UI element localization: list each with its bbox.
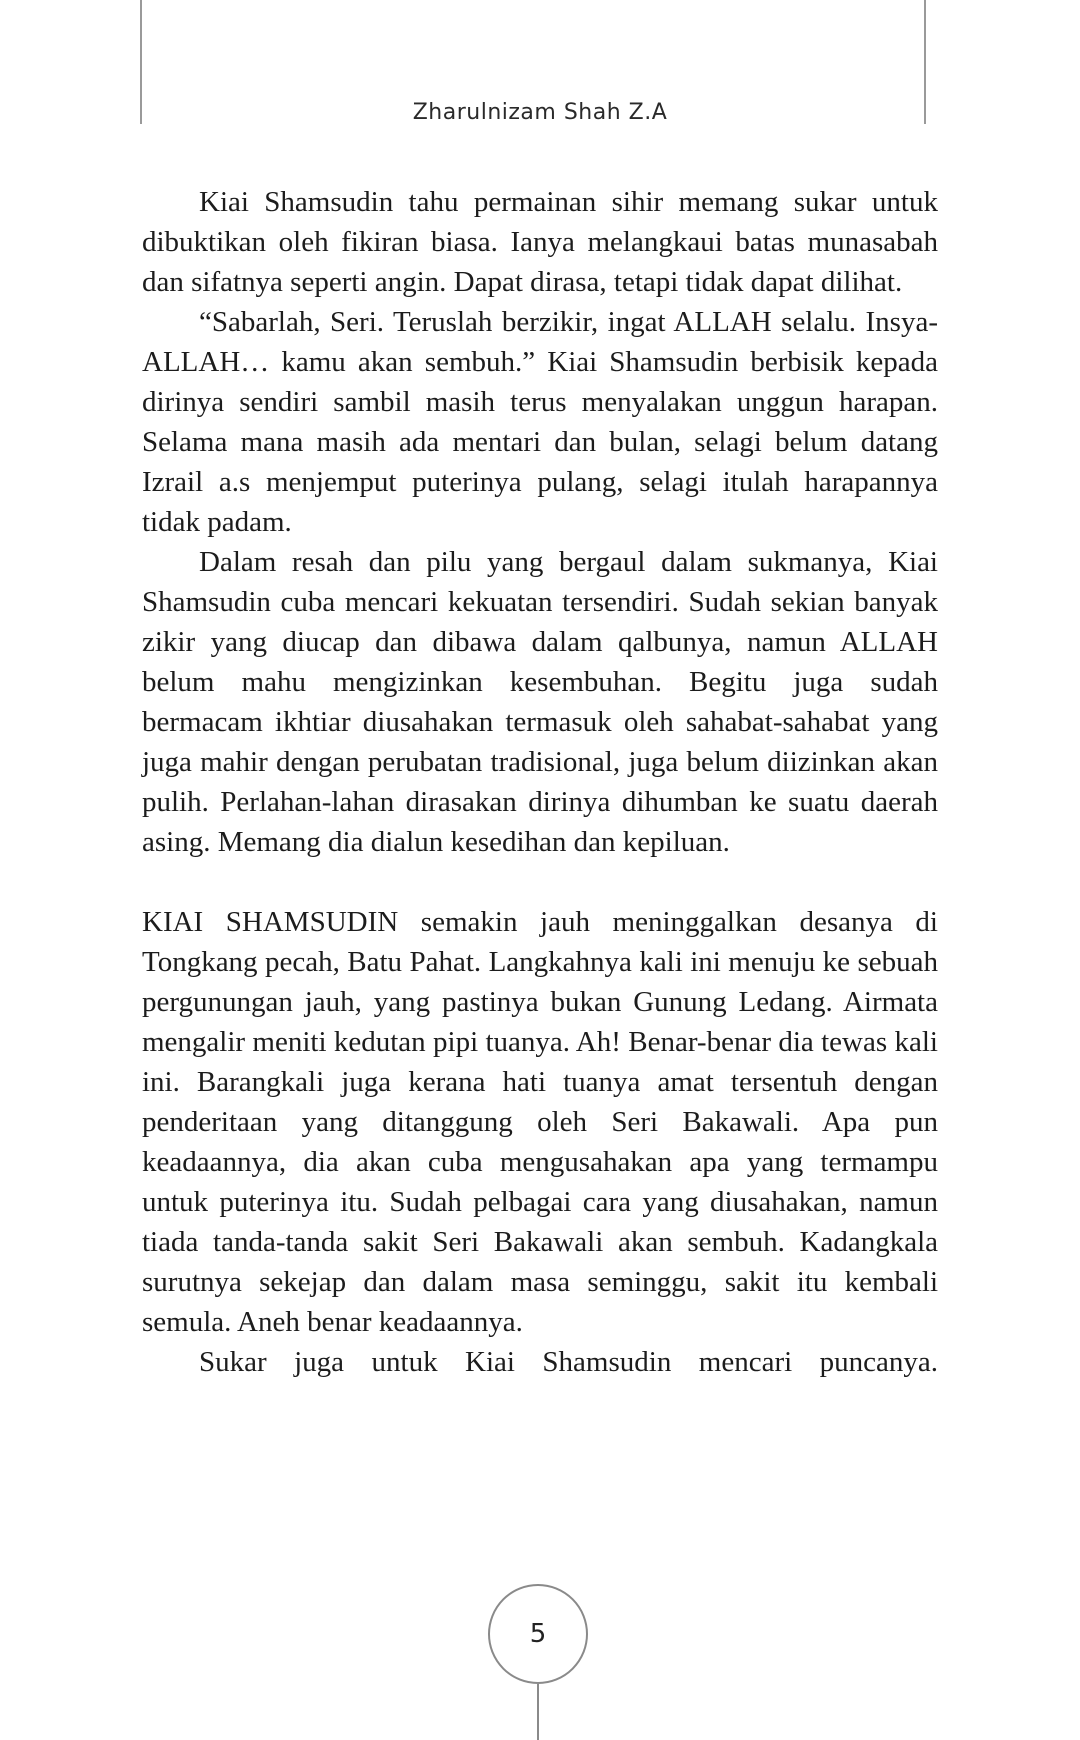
page-body <box>142 182 938 1382</box>
paragraph: Dalam resah dan pilu yang bergaul dalam sukmanya, Kiai Shamsudin cuba mencari kekuatan tersendiri. Sudah sekian banyak zikir yang diucap dan dibawa dalam qalbunya, namun ALLAH belum mahu mengizinkan kesembuhan. Begitu juga sudah bermacam ikhtiar diusahakan termasuk oleh sahabat-sahabat yang juga mahir dengan perubatan tradisional, juga belum diizinkan akan pulih. Perlahan-lahan dirasakan dirinya dihumban ke suatu daerah asing. Memang dia dialun kesedihan dan kepiluan. <box>142 546 938 858</box>
paragraph: “Sabarlah, Seri. Teruslah berzikir, ingat ALLAH selalu. Insya-ALLAH… kamu akan sembuh.” Kiai Shamsudin berbisik kepada dirinya sendiri sambil masih terus menyalakan unggun harapan. Selama mana masih ada mentari dan bulan, selagi belum datang Izrail a.s menjemput puterinya pulang, selagi itulah harapannya tidak padam. <box>142 306 938 538</box>
page-number-stem <box>537 1684 539 1740</box>
paragraph: Kiai Shamsudin tahu permainan sihir memang sukar untuk dibuktikan oleh fikiran biasa. Ianya melangkaui batas munasabah dan sifatnya seperti angin. Dapat dirasa, tetapi tidak dapat dilihat. <box>142 186 938 298</box>
page-number: 5 <box>488 1584 588 1684</box>
section-opening-paragraph: KIAI SHAMSUDIN semakin jauh meninggalkan desanya di Tongkang pecah, Batu Pahat. Langkahnya kali ini menuju ke sebuah pergunungan jauh, yang pastinya bukan Gunung Ledang. Airmata mengalir meniti kedutan pipi tuanya. Ah! Benar-benar dia tewas kali ini. Barangkali juga kerana hati tuanya amat tersentuh dengan penderitaan yang ditanggung oleh Seri Bakawali. Apa pun keadaannya, dia akan cuba mengusahakan apa yang termampu untuk puterinya itu. Sudah pelbagai cara yang diusahakan, namun tiada tanda-tanda sakit Seri Bakawali akan sembuh. Kadangkala surutnya sekejap dan dalam masa seminggu, sakit itu kembali semula. Aneh benar keadaannya. <box>142 906 938 1338</box>
running-header-author: Zharulnizam Shah Z.A <box>412 100 668 125</box>
paragraph: Sukar juga untuk Kiai Shamsudin mencari puncanya. <box>199 1346 938 1378</box>
